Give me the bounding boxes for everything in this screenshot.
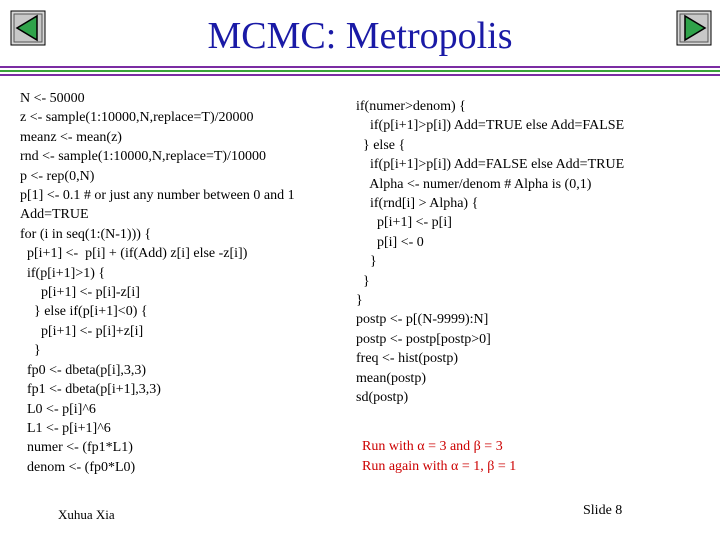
title-divider-purple-lower [0, 74, 720, 76]
next-slide-button[interactable] [676, 10, 712, 46]
slide-title: MCMC: Metropolis [207, 15, 513, 57]
slide-number: Slide 8 [583, 503, 623, 518]
right-code-block: if(numer>denom) { if(p[i+1]>p[i]) Add=TRUE else Add=FALSE } else { if(p[i+1]>p[i]) Add=FALSE else Add=TRUE Alpha <- numer/denom # Alpha is (0,1) if(rnd[i] > Alpha) { p[i+1] <- p[i] p[i] <- 0 } } } postp <- p[(N-9999):N] postp <- postp[postp>0] freq <- hist(postp) mean(postp) sd(postp) [356, 99, 625, 406]
left-code-block: N <- 50000 z <- sample(1:10000,N,replace=T)/20000 meanz <- mean(z) rnd <- sample(1:10000,N,replace=T)/10000 p <- rep(0,N) p[1] <- 0.1 # or just any number between 0 and 1 Add=TRUE for (i in seq(1:(N-1))) { p[i+1] <- p[i] + (if(Add) z[i] else -z[i]) if(p[i+1]>1) { p[i+1] <- p[i]-z[i] } else if(p[i+1]<0) { p[i+1] <- p[i]+z[i] } fp0 <- dbeta(p[i],3,3) fp1 <- dbeta(p[i+1],3,3) L0 <- p[i]^6 L1 <- p[i+1]^6 numer <- (fp1*L1) denom <- (fp0*L0) [20, 91, 295, 475]
run-note-1: Run with α = 3 and β = 3 [362, 439, 503, 454]
title-divider-purple [0, 66, 720, 68]
title-divider-green [0, 70, 720, 72]
triangle-right-icon [676, 10, 712, 46]
run-note-2: Run again with α = 1, β = 1 [362, 459, 517, 474]
footer-author: Xuhua Xia [58, 507, 115, 522]
